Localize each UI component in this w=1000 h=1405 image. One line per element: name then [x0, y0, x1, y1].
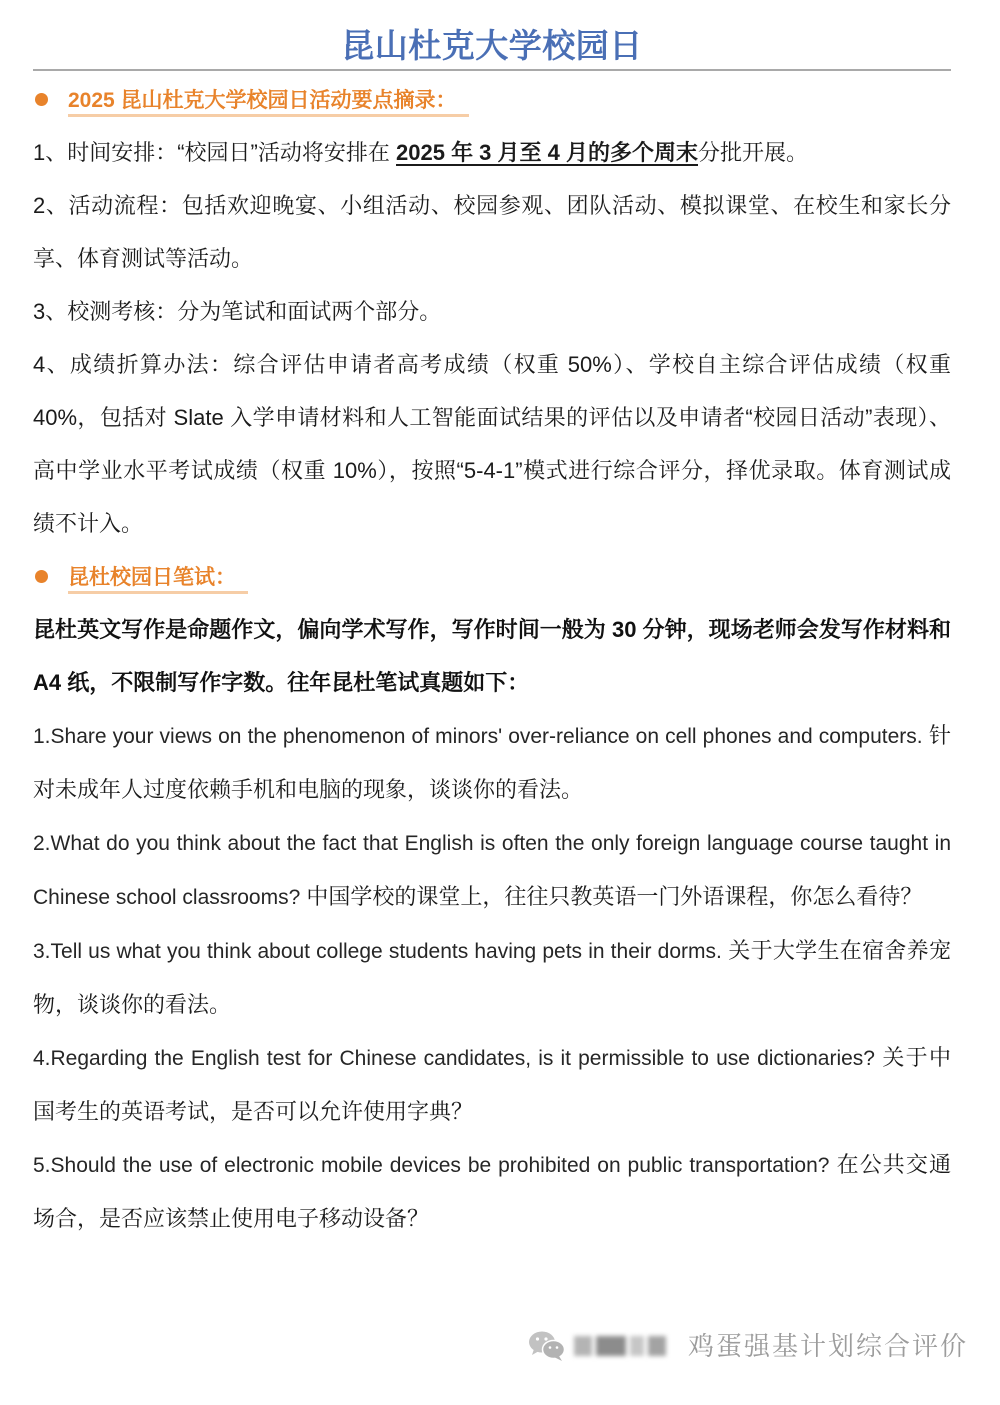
section-heading-text: 昆杜校园日笔试：: [68, 566, 248, 594]
document-page: [33, 0, 951, 1405]
watermark-text: 鸡蛋强基计划综合评价: [688, 1331, 969, 1361]
redacted-account-name: [574, 1332, 666, 1360]
item-assessment: 3、校测考核：分为笔试和面试两个部分。: [33, 299, 442, 324]
written-test-intro: 昆杜英文写作是命题作文，偏向学术写作，写作时间一般为 30 分钟，现场老师会发写作材料和 A4 纸，不限制写作字数。往年昆杜笔试真题如下：: [33, 617, 951, 695]
question-en: 4.Regarding the English test for Chinese candidates, is it permissible to use dictionaries?: [33, 1047, 875, 1070]
question-zh: 中国学校的课堂上，往往只教英语一门外语课程，你怎么看待？: [306, 884, 923, 909]
watermark: [528, 1326, 968, 1366]
bullet-dot-icon: [35, 93, 48, 106]
question-zh: 针对未成年人过度依赖手机和电脑的现象，谈谈你的看法。: [33, 723, 951, 802]
item-schedule: [33, 126, 951, 179]
question-zh: 关于大学生在宿舍养宠物，谈谈你的看法。: [33, 938, 951, 1017]
question-3: [33, 924, 951, 1031]
bullet-dot-icon: [35, 570, 48, 583]
question-4: [33, 1031, 951, 1138]
item-emphasis: 2025 年 3 月至 4 月的多个周末: [396, 140, 698, 165]
item-process: 2、活动流程：包括欢迎晚宴、小组活动、校园参观、团队活动、模拟课堂、在校生和家长分享、体育测试等活动。: [33, 193, 951, 271]
item-text: 分批开展。: [698, 140, 809, 165]
section-heading-activity-summary: [33, 73, 951, 126]
page-title: 昆山杜克大学校园日: [341, 26, 643, 65]
question-5: [33, 1138, 951, 1245]
item-score-conversion: 4、成绩折算办法：综合评估申请者高考成绩（权重 50%）、学校自主综合评估成绩（权重 40%，包括对 Slate 入学申请材料和人工智能面试结果的评估以及申请者“校园日活动”表现）、高中学业水平考试成绩（权重 10%），按照“5-4-1”模式进行综合评分，择优录取。体育测试成绩不计入。: [33, 352, 951, 536]
wechat-icon: [528, 1330, 566, 1362]
question-1: [33, 709, 951, 816]
section-heading-text: 2025 昆山杜克大学校园日活动要点摘录：: [68, 89, 469, 117]
question-en: 3.Tell us what you think about college students having pets in their dorms.: [33, 940, 722, 963]
item-text: 1、时间安排：“校园日”活动将安排在: [33, 140, 397, 165]
question-zh: 在公共交通场合，是否应该禁止使用电子移动设备？: [33, 1152, 951, 1231]
question-zh: 关于中国考生的英语考试，是否可以允许使用字典？: [33, 1045, 951, 1124]
question-en: 1.Share your views on the phenomenon of minors' over-reliance on cell phones and computers.: [33, 725, 923, 748]
question-2: [33, 816, 951, 924]
document-body: [33, 73, 951, 1245]
section-heading-written-test: [33, 550, 951, 603]
question-en: 5.Should the use of electronic mobile devices be prohibited on public transportation?: [33, 1154, 830, 1177]
question-en: 2.What do you think about the fact that English is often the only foreign language course taught in Chinese school classrooms?: [33, 832, 951, 909]
title-divider: [33, 69, 951, 71]
